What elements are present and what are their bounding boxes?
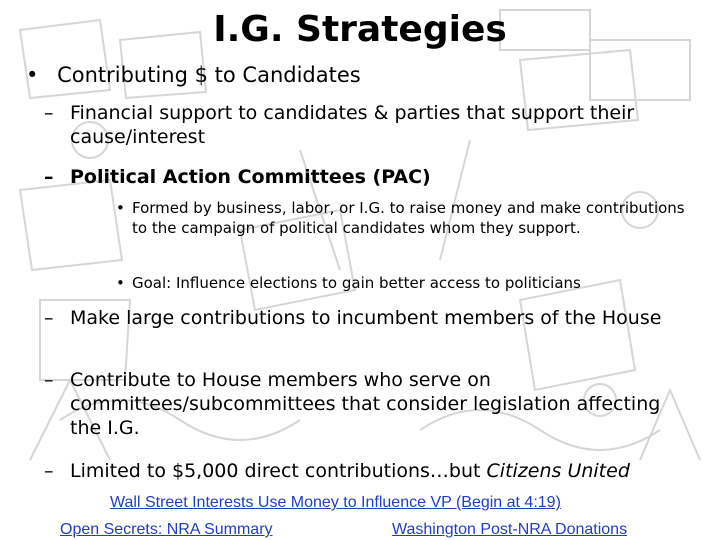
sub-bullet-text: Financial support to candidates & parties that support their cause/interest xyxy=(70,102,635,148)
sub-bullet-text: Political Action Committees (PAC) xyxy=(70,166,431,188)
pac-detail-text: Formed by business, labor, or I.G. to raise money and make contributions to the campaign of political candidates whom they support. xyxy=(132,199,685,237)
pac-detail-goal xyxy=(116,273,697,293)
sub-bullet-text: Make large contributions to incumbent members of the House xyxy=(70,307,662,329)
bullet-dot: • xyxy=(116,274,125,292)
citizens-united-text: Citizens United xyxy=(486,460,630,482)
dash-marker: – xyxy=(44,102,54,124)
sub-bullet-pac xyxy=(44,165,690,189)
link-washington-post-nra[interactable]: Washington Post-NRA Donations xyxy=(392,521,628,538)
bullet-text: Contributing $ to Candidates xyxy=(57,63,361,87)
sub-bullet-text: Contribute to House members who serve on committees/subcommittees that consider legislation affecting the I.G. xyxy=(70,369,661,439)
bullet-dot: • xyxy=(116,199,125,217)
dash-marker: – xyxy=(44,166,54,188)
sub-bullet-text: Limited to $5,000 direct contributions…but xyxy=(70,460,487,482)
sub-bullet-incumbents xyxy=(44,306,690,330)
slide-title: I.G. Strategies xyxy=(213,9,507,50)
link-wall-street-video[interactable]: Wall Street Interests Use Money to Influence VP (Begin at 4:19) xyxy=(110,494,561,511)
pac-detail-formed xyxy=(116,198,697,238)
bullet-dot: • xyxy=(26,63,39,87)
dash-marker: – xyxy=(44,307,54,329)
sub-bullet-committees xyxy=(44,368,690,440)
sub-bullet-limit xyxy=(44,459,690,483)
dash-marker: – xyxy=(44,369,54,391)
sub-bullet-financial-support xyxy=(44,101,690,149)
dash-marker: – xyxy=(44,460,54,482)
bullet-contributing xyxy=(26,63,686,88)
link-open-secrets-nra[interactable]: Open Secrets: NRA Summary xyxy=(60,521,273,538)
pac-detail-text: Goal: Influence elections to gain better access to politicians xyxy=(132,274,581,292)
